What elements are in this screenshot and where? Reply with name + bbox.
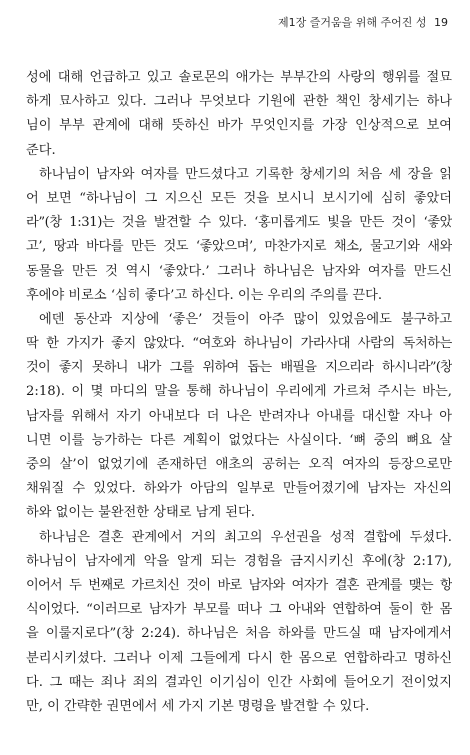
text-line: 후에야 비로소 ‘심히 좋다’고 하신다. 이는 우리의 주의를 끈다. <box>26 287 383 303</box>
text-line: 라”(창 1:31)는 것을 발견할 수 있다. ‘홍미롭게도 빛을 만든 것이 ‘좋았 <box>26 215 452 231</box>
running-header <box>278 14 448 30</box>
text-line: 성에 대해 언급하고 있고 솔로몬의 애가는 부부간의 사랑의 행위를 절묘 <box>26 70 452 85</box>
text-line: 에덴 동산과 지상에 ‘좋은’ 것들이 아주 많이 있었음에도 불구하고 <box>39 311 452 327</box>
text-line: 니면 이를 능가하는 다른 계획이 없었다는 사실이다. ‘뼈 중의 뼈요 살 <box>26 432 452 448</box>
text-line: 딱 한 가지가 좋지 않았다. “여호와 하나님이 가라사대 사람의 독처하는 <box>26 336 452 352</box>
text-line: 어 보면 “하나님이 그 지으신 모든 것을 보시니 보시기에 심히 좋았더 <box>26 190 452 206</box>
body-text <box>26 66 452 719</box>
text-line: 하나님이 남자와 여자를 만드셨다고 기록한 창세기의 처음 세 장을 읽 <box>39 166 452 182</box>
text-line: 하게 묘사하고 있다. 그러나 무엇보다 기원에 관한 책인 창세기는 하나 <box>26 94 452 110</box>
text-line: 하나님이 남자에게 악을 알게 되는 경험을 금지시키신 후에(창 2:17), <box>26 553 452 569</box>
text-line: 식이었다. “이러므로 남자가 부모를 떠나 그 아내와 연합하여 둘이 한 몸 <box>26 602 452 618</box>
text-line: 하나님은 결혼 관계에서 거의 최고의 우선권을 성적 결합에 두셨다. <box>39 529 452 545</box>
text-line: 만, 이 간략한 권면에서 세 가지 기본 명령을 발견할 수 있다. <box>26 698 370 714</box>
text-line: 님이 부부 관계에 대해 뜻하신 바가 무엇인지를 가장 인상적으로 보여 <box>26 118 452 134</box>
page-number: 19 <box>434 16 448 29</box>
text-line: 것이 좋지 못하니 내가 그를 위하여 돕는 배필을 지으리라 하시니라”(창 <box>26 360 452 376</box>
text-line: 중의 살’이 없었기에 존재하던 애초의 공허는 오직 여자의 등장으로만 <box>26 457 452 472</box>
text-line: 을 이룰지로다”(창 2:24). 하나님은 처음 하와를 만드실 때 남자에게서 <box>26 626 452 642</box>
chapter-title: 제1장 즐거움을 위해 주어진 성 <box>278 16 427 29</box>
text-line: 분리시키셨다. 그러나 이제 그들에게 다시 한 몸으로 연합하라고 명하신 <box>26 650 452 666</box>
text-line: 2:18). 이 몇 마디의 말을 통해 하나님이 우리에게 가르쳐 주시는 바는, <box>26 384 452 400</box>
text-line: 준다. <box>26 142 56 158</box>
text-line: 동물을 만든 것 역시 ‘좋았다.’ 그러나 하나님은 남자와 여자를 만드신 <box>26 263 452 279</box>
text-line: 다. 그 때는 죄나 죄의 결과인 이기심이 인간 사회에 들어오기 전이었지 <box>26 674 452 690</box>
text-line: 이어서 두 번째로 가르치신 것이 바로 남자와 여자가 결혼 관계를 맺는 항 <box>26 577 452 593</box>
text-line: 채워질 수 있었다. 하와가 아담의 일부로 만들어졌기에 남자는 자신의 <box>26 481 452 497</box>
text-line: 하와 없이는 불완전한 상태로 남게 된다. <box>26 505 255 521</box>
text-line: 남자를 위해서 자기 아내보다 더 나은 반려자나 아내를 대신할 자나 아 <box>26 408 452 424</box>
text-line: 고’, 땅과 바다를 만든 것도 ‘좋았으며’, 마찬가지로 채소, 물고기와 새와 <box>26 239 452 255</box>
